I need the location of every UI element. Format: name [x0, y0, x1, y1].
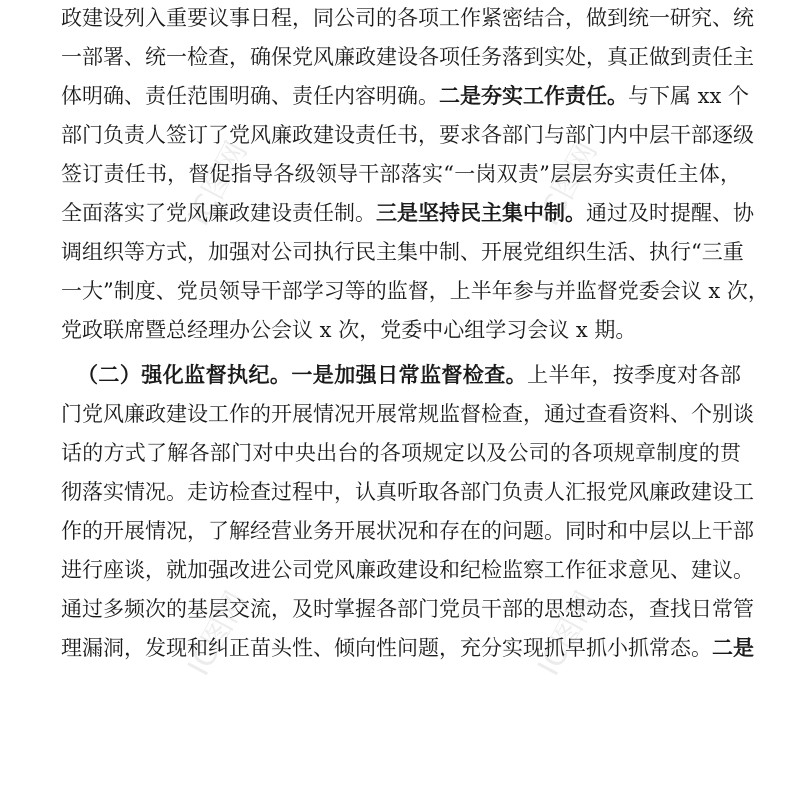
text-line: 门党风廉政建设工作的开展情况开展常规监督检查，通过查看资料、个别谈: [61, 402, 754, 426]
section-heading: （二）强化监督执纪。: [77, 362, 292, 387]
bold-lead-phrase: 三是坚持民主集中制。: [376, 200, 586, 225]
text-line: 作的开展情况，了解经营业务开展状况和存在的问题。同时和中层以上干部: [61, 519, 754, 543]
text-line: 进行座谈，就加强改进公司党风廉政建设和纪检监察工作征求意见、建议。: [61, 558, 754, 582]
bold-lead-phrase: 一是加强日常监督检查。: [291, 362, 528, 387]
text-line: 通过多频次的基层交流，及时掌握各部门党员干部的思想动态，查找日常管: [61, 597, 754, 621]
text-line: 彻落实情况。走访检查过程中，认真听取各部门负责人汇报党风廉政建设工: [61, 480, 754, 504]
watermark: IC图网: [531, 135, 605, 232]
watermark: IC图网: [181, 585, 255, 682]
text-line: [61, 360, 741, 390]
text-line: [61, 633, 754, 663]
text-line: [61, 198, 754, 228]
text-segment: 与下属 xx 个: [628, 84, 750, 108]
text-line: 部门负责人签订了党风廉政建设责任书，要求各部门与部门内中层干部逐级: [61, 123, 754, 147]
text-line: [61, 81, 750, 111]
text-segment: 通过及时提醒、协: [586, 201, 754, 225]
text-segment: 体明确、责任范围明确、责任内容明确。: [61, 84, 439, 108]
text-line: 签订责任书，督促指导各级领导干部落实“一岗双责”层层夯实责任主体，: [61, 162, 741, 186]
text-segment: 理漏洞，发现和纠正苗头性、倾向性问题，充分实现抓早抓小抓常态。: [61, 636, 712, 660]
text-line: 调组织等方式，加强对公司执行民主集中制、开展党组织生活、执行“三重: [61, 240, 744, 264]
text-segment: 上半年，按季度对各部: [527, 363, 742, 387]
text-line: 党政联席暨总经理办公会议 x 次，党委中心组学习会议 x 期。: [61, 318, 637, 342]
bold-lead-phrase: 二是夯实工作责任。: [439, 83, 628, 108]
text-segment: 全面落实了党风廉政建设责任制。: [61, 201, 376, 225]
watermark: IC图网: [181, 135, 255, 232]
text-line: 一大”制度、党员领导干部学习等的监督，上半年参与并监督党委会议 x 次，: [61, 279, 769, 303]
text-line: 政建设列入重要议事日程，同公司的各项工作紧密结合，做到统一研究、统: [61, 6, 754, 30]
text-line: 一部署、统一检查，确保党风廉政建设各项任务落到实处，真正做到责任主: [61, 45, 754, 69]
text-line: 话的方式了解各部门对中央出台的各项规定以及公司的各项规章制度的贯: [61, 441, 741, 465]
watermark: IC图网: [531, 585, 605, 682]
bold-lead-phrase: 二是: [712, 635, 754, 660]
